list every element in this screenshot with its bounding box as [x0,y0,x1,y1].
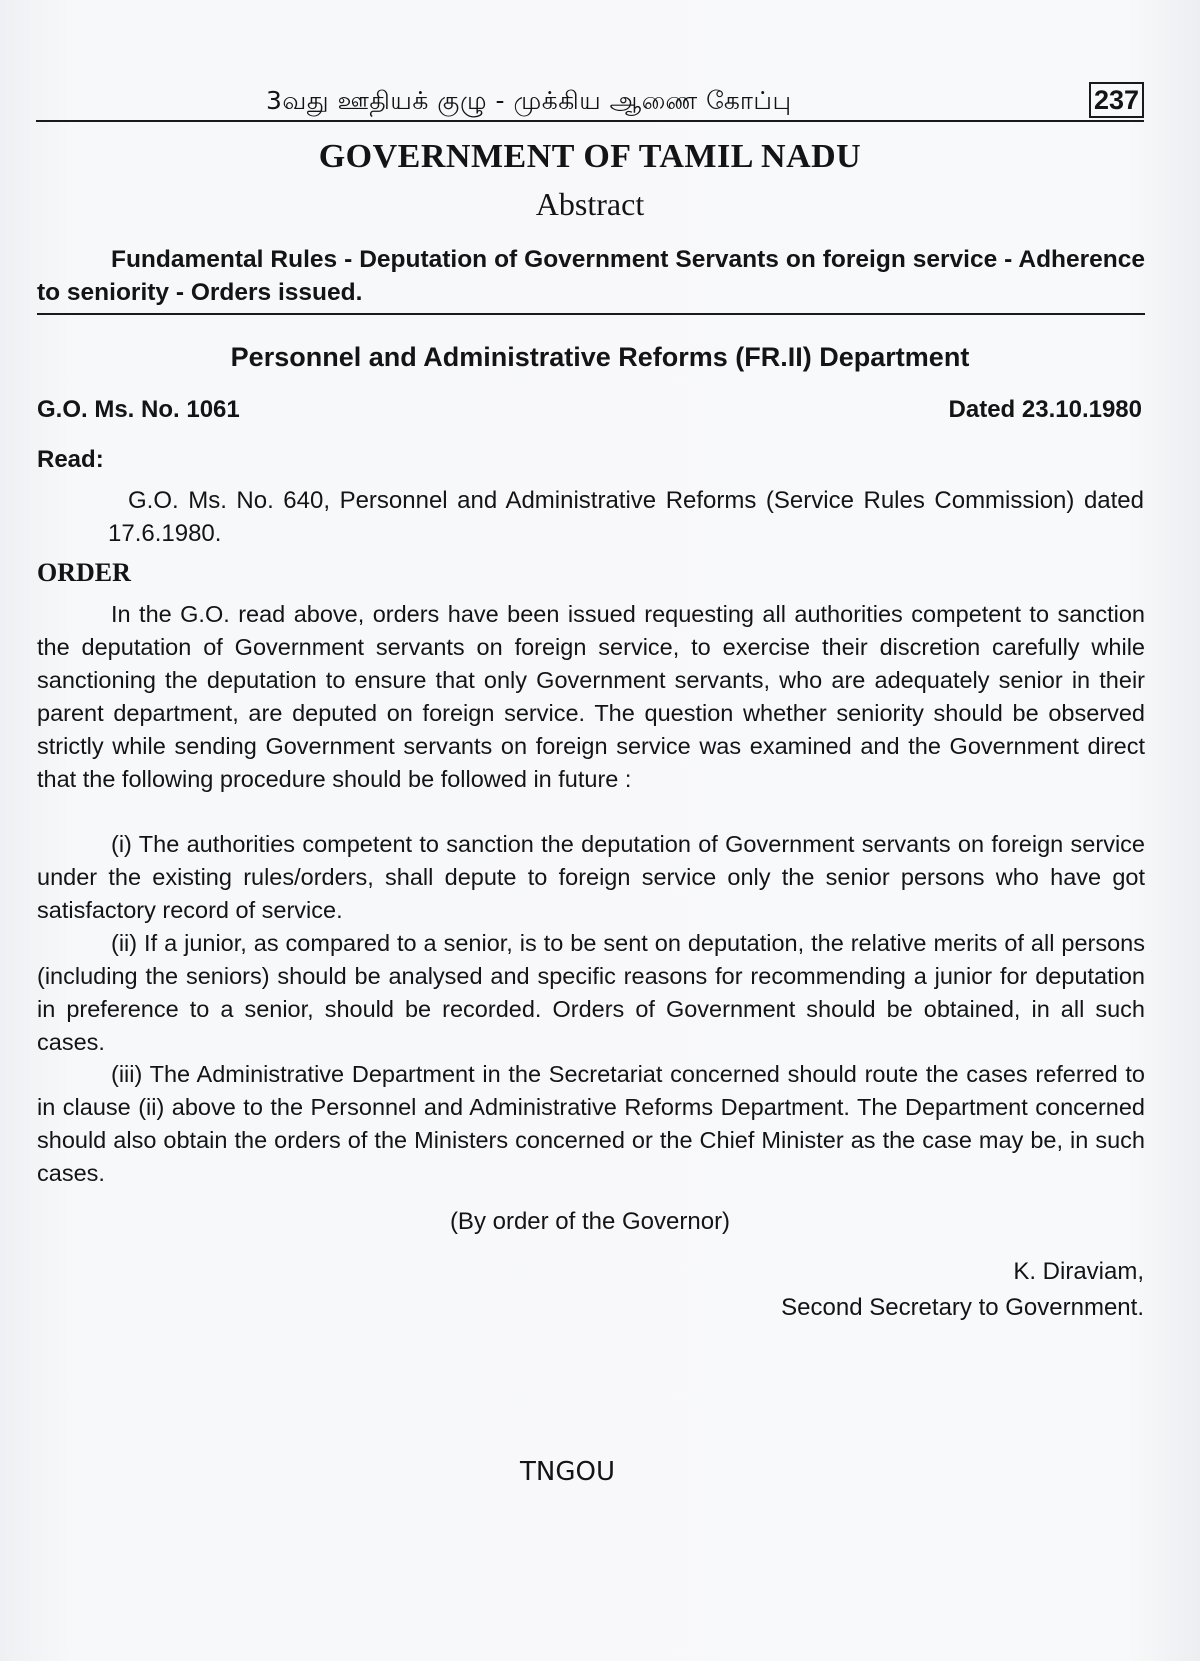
go-number: G.O. Ms. No. 1061 [37,396,240,423]
read-reference: G.O. Ms. No. 640, Personnel and Administrative Reforms (Service Rules Commission) dated 17.6.1980. [108,487,1144,547]
order-clause-ii: (ii) If a junior, as compared to a senior, is to be sent on deputation, the relative merits of all persons (including the seniors) should be analysed and specific reasons for recommending a junior for deputation in preference to a senior, should be recorded. Orders of Government should be obtained, in all such cases. [37,930,1145,1055]
running-title: 3வது ஊதியக் குழு - முக்கிய ஆணை கோப்பு [266,86,792,115]
read-label: Read: [37,446,104,473]
government-title: GOVERNMENT OF TAMIL NADU [318,138,862,175]
department-heading: Personnel and Administrative Reforms (FR.II) Department [230,342,970,372]
footer-watermark: TNGOU [520,1457,615,1487]
signatory-name: K. Diraviam, [1013,1258,1144,1285]
running-header [36,80,1144,122]
go-date: Dated 23.10.1980 [948,396,1142,423]
signatory-title: Second Secretary to Government. [781,1294,1144,1321]
order-paragraph-intro: In the G.O. read above, orders have been issued requesting all authorities competent to sanction the deputation of Government servants on foreign service, to exercise their discretion carefully while sanctioning the deputation to ensure that only Government servants, who are adequately senior in their parent department, are deputed on foreign service. The question whether seniority should be observed strictly while sending Government servants on foreign service was examined and the Government direct that the following procedure should be followed in future : [37,601,1145,792]
order-clause-iii: (iii) The Administrative Department in the Secretariat concerned should route the cases referred to in clause (ii) above to the Personnel and Administrative Reforms Department. The Department concerned should also obtain the orders of the Ministers concerned or the Chief Minister as the case may be, in such cases. [37,1061,1145,1186]
order-heading: ORDER [37,558,131,587]
by-order-line: (By order of the Governor) [449,1208,731,1235]
signatory-block [781,1254,1144,1326]
page-number: 237 [1089,82,1144,118]
order-clause-i: (i) The authorities competent to sanction the deputation of Government servants on foreign service under the existing rules/orders, shall depute to foreign service only the senior persons who have got satisfactory record of service. [37,831,1145,923]
subject-line: Fundamental Rules - Deputation of Government Servants on foreign service - Adherence to seniority - Orders issued. [37,243,1145,315]
abstract-heading: Abstract [535,186,645,222]
